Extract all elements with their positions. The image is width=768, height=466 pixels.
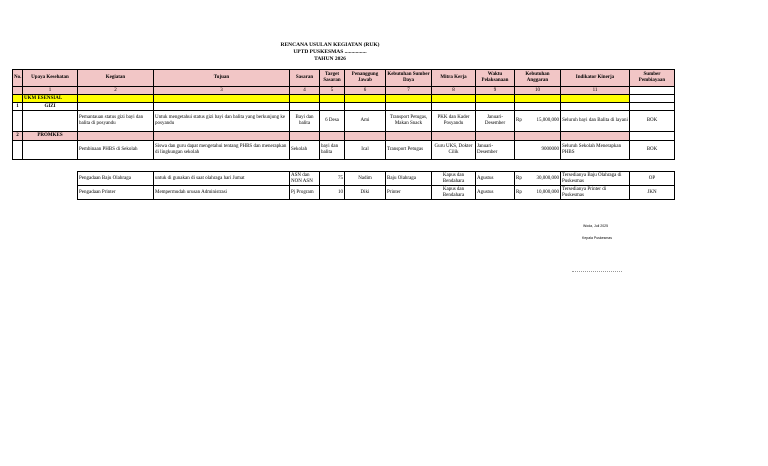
cell-kegiatan: Pemantauan status gizi bayi dan balita di posyandu xyxy=(78,111,154,132)
cell-sasaran: ASN dan NON ASN xyxy=(290,172,320,186)
col-no: No. xyxy=(13,70,23,87)
col-pembiayaan: Sumber Pembiayaan xyxy=(630,70,675,87)
number-row xyxy=(13,87,675,95)
ruk-table xyxy=(12,69,675,160)
col-sasaran: Sasaran xyxy=(290,70,320,87)
cell-pj: Ical xyxy=(345,141,386,160)
col-anggaran: Kebutuhan Anggaran xyxy=(515,70,561,87)
section-no: 1 xyxy=(13,103,23,111)
num-2: 2 xyxy=(78,87,154,95)
col-kegiatan: Kegiatan xyxy=(78,70,154,87)
cell-anggaran xyxy=(515,172,561,186)
cell-indikator: Tersedianya Baju Olahraga di Puskesmas xyxy=(561,172,630,186)
cell-waktu: Januari-Desember xyxy=(476,111,515,132)
currency: Rp xyxy=(516,189,522,195)
num-4: 4 xyxy=(290,87,320,95)
cell-tujuan: Untuk mengetahui status gizi bayi dan balita yang berkunjung ke posyandu xyxy=(154,111,290,132)
cell-kegiatan: Pengadaan Baju Olahraga xyxy=(78,172,154,186)
table-row xyxy=(78,172,675,186)
table-row xyxy=(13,141,675,160)
doc-subtitle: UPTD PUSKESMAS ................ xyxy=(293,49,367,55)
cell-target: bayi dan balita xyxy=(320,141,345,160)
section-no: 2 xyxy=(13,132,23,141)
cell-waktu: Agustus xyxy=(476,186,515,200)
cell-sasaran: Sekolah xyxy=(290,141,320,160)
num-9: 9 xyxy=(476,87,515,95)
cell-sumber-daya: Transport Petugas, Makan Snack xyxy=(386,111,432,132)
section-name: GIZI xyxy=(23,103,78,111)
num-11: 11 xyxy=(561,87,630,95)
ukm-label: UKM ESENSIAL xyxy=(23,95,78,103)
doc-title: RENCANA USULAN KEGIATAN (RUK) xyxy=(280,42,380,48)
cell-sasaran: Pj Program xyxy=(290,186,320,200)
amount: 30,000,000 xyxy=(536,175,559,181)
cell-kegiatan: Pembinaan PHBS di Sekolah xyxy=(78,141,154,160)
num-10: 10 xyxy=(515,87,561,95)
cell-anggaran xyxy=(515,141,561,160)
cell-kegiatan: Pengadaan Printer xyxy=(78,186,154,200)
col-sumber-daya: Kebutuhan Sumber Daya xyxy=(386,70,432,87)
section-promkes xyxy=(13,132,675,141)
cell-mitra: PKK dan Kader Posyandu xyxy=(432,111,476,132)
num-5: 5 xyxy=(320,87,345,95)
col-waktu: Waktu Pelaksanaan xyxy=(476,70,515,87)
cell-mitra: Kapus dan Bendahara xyxy=(432,172,476,186)
cell-target: 75 xyxy=(320,172,345,186)
col-indikator: Indikator Kinerja xyxy=(561,70,630,87)
amount: 10,000,000 xyxy=(536,189,559,195)
cell-pj: Diki xyxy=(345,186,386,200)
table-row xyxy=(13,111,675,132)
cell-pj: Ami xyxy=(345,111,386,132)
col-upaya: Upaya Kesehatan xyxy=(23,70,78,87)
cell-sumber-daya: Baju Olahraga xyxy=(386,172,432,186)
col-mitra: Mitra Kerja xyxy=(432,70,476,87)
table-row xyxy=(78,186,675,200)
doc-year: TAHUN 2026 xyxy=(314,56,346,62)
cell-sumber-daya: Transport Petugas xyxy=(386,141,432,160)
cell-sasaran: Bayi dan balita xyxy=(290,111,320,132)
cell-anggaran xyxy=(515,186,561,200)
num-7: 7 xyxy=(386,87,432,95)
num-6: 6 xyxy=(345,87,386,95)
num-8: 8 xyxy=(432,87,476,95)
signature-line xyxy=(572,271,622,272)
cell-pj: Nadim xyxy=(345,172,386,186)
col-pj: Penanggung Jawab xyxy=(345,70,386,87)
cell-indikator: Tersedianya Printer di Puskesmas xyxy=(561,186,630,200)
cell-waktu: Januari-Desember xyxy=(476,141,515,160)
col-tujuan: Tujuan xyxy=(154,70,290,87)
ruk-table-extra xyxy=(77,171,675,200)
cell-tujuan: untuk di gunakan di saat olahraga hari Jumat xyxy=(154,172,290,186)
cell-anggaran xyxy=(515,111,561,132)
cell-target: 6 Desa xyxy=(320,111,345,132)
signatory-role: Kepala Puskesmas xyxy=(582,236,612,240)
cell-tujuan: Siswa dan guru dapat mengetahui tentang PHBS dan menerapkan di lingkungan sekolah xyxy=(154,141,290,160)
cell-pembiayaan: BOK xyxy=(630,141,675,160)
cell-pembiayaan: BOK xyxy=(630,111,675,132)
header-row xyxy=(13,70,675,87)
cell-mitra: Kapus dan Bendahara xyxy=(432,186,476,200)
place-date: Woda, Juli 2025 xyxy=(583,224,609,228)
cell-indikator: Seluruh Sekolah Menerapkan PHBS xyxy=(561,141,630,160)
section-gizi xyxy=(13,103,675,111)
section-name: PROMKES xyxy=(23,132,78,141)
cell-indikator: Seluruh bayi dan Balita di layani xyxy=(561,111,630,132)
cell-pembiayaan: JKN xyxy=(630,186,675,200)
amount: 9000000 xyxy=(541,147,559,152)
cell-sumber-daya: Printer xyxy=(386,186,432,200)
currency: Rp xyxy=(516,118,522,123)
cell-waktu: Agustus xyxy=(476,172,515,186)
cell-target: 10 xyxy=(320,186,345,200)
col-target: Target Sasaran xyxy=(320,70,345,87)
num-1: 1 xyxy=(23,87,78,95)
amount: 15,000,000 xyxy=(536,118,559,123)
cell-tujuan: Mempermudah urusan Administrasi xyxy=(154,186,290,200)
currency: Rp xyxy=(516,175,522,181)
cell-mitra: Guru UKS, Dokter Cilik xyxy=(432,141,476,160)
cell-pembiayaan: OP xyxy=(630,172,675,186)
num-3: 3 xyxy=(154,87,290,95)
ukm-row xyxy=(13,95,675,103)
